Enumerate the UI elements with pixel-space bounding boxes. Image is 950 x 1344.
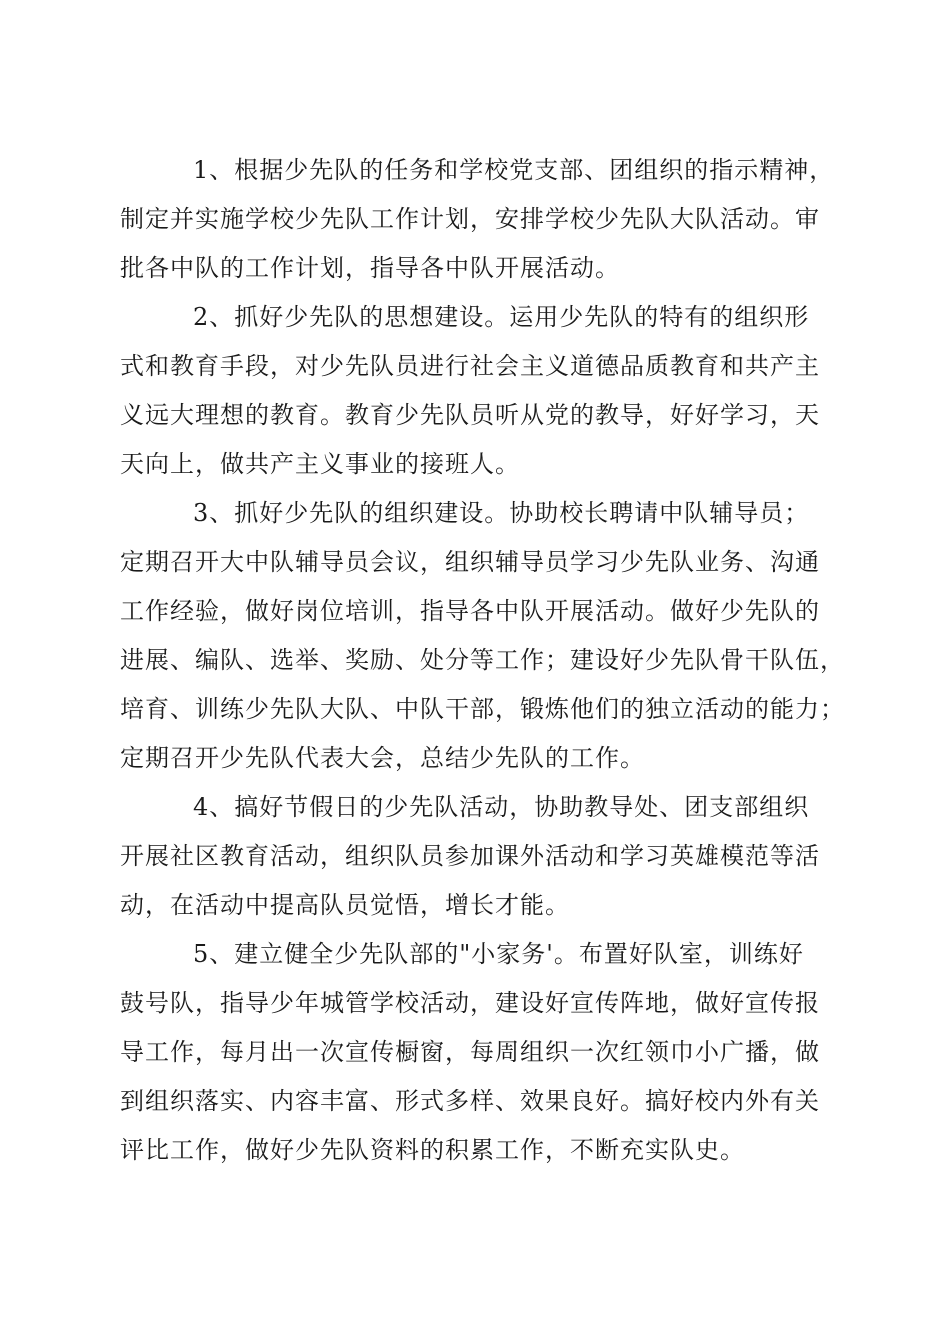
paragraph-line: 鼓号队，指导少年城管学校活动，建设好宣传阵地，做好宣传报 — [120, 989, 820, 1017]
paragraph-line: 3、抓好少先队的组织建设。协助校长聘请中队辅导员； — [193, 499, 810, 527]
paragraph-line: 义远大理想的教育。教育少先队员听从党的教导，好好学习，天 — [120, 401, 820, 429]
paragraph-line: 式和教育手段，对少先队员进行社会主义道德品质教育和共产主 — [120, 352, 820, 380]
paragraph-line: 评比工作，做好少先队资料的积累工作，不断充实队史。 — [120, 1136, 745, 1164]
paragraph-line: 天向上，做共产主义事业的接班人。 — [120, 450, 520, 478]
paragraph-line: 动，在活动中提高队员觉悟，增长才能。 — [120, 891, 570, 919]
paragraph-line: 定期召开大中队辅导员会议，组织辅导员学习少先队业务、沟通 — [120, 548, 820, 576]
paragraph-4 — [120, 783, 848, 930]
paragraph-line: 开展社区教育活动，组织队员参加课外活动和学习英雄模范等活 — [120, 842, 820, 870]
paragraph-line: 到组织落实、内容丰富、形式多样、效果良好。搞好校内外有关 — [120, 1087, 820, 1115]
paragraph-3 — [120, 489, 848, 783]
paragraph-line: 导工作，每月出一次宣传橱窗，每周组织一次红领巾小广播，做 — [120, 1038, 820, 1066]
paragraph-line: 1、根据少先队的任务和学校党支部、团组织的指示精神， — [193, 156, 835, 184]
paragraph-line: 定期召开少先队代表大会，总结少先队的工作。 — [120, 744, 645, 772]
paragraph-line: 5、建立健全少先队部的"小家务'。布置好队室，训练好 — [193, 940, 804, 968]
paragraph-line: 工作经验，做好岗位培训，指导各中队开展活动。做好少先队的 — [120, 597, 820, 625]
paragraph-line: 4、搞好节假日的少先队活动，协助教导处、团支部组织 — [193, 793, 810, 821]
paragraph-2 — [120, 293, 848, 489]
document-body — [120, 146, 848, 1175]
paragraph-line: 制定并实施学校少先队工作计划，安排学校少先队大队活动。审 — [120, 205, 820, 233]
paragraph-line: 2、抓好少先队的思想建设。运用少先队的特有的组织形 — [193, 303, 810, 331]
paragraph-line: 批各中队的工作计划，指导各中队开展活动。 — [120, 254, 620, 282]
paragraph-5 — [120, 930, 848, 1175]
paragraph-line: 培育、训练少先队大队、中队干部，锻炼他们的独立活动的能力； — [120, 695, 845, 723]
paragraph-line: 进展、编队、选举、奖励、处分等工作；建设好少先队骨干队伍， — [120, 646, 845, 674]
paragraph-1 — [120, 146, 848, 293]
